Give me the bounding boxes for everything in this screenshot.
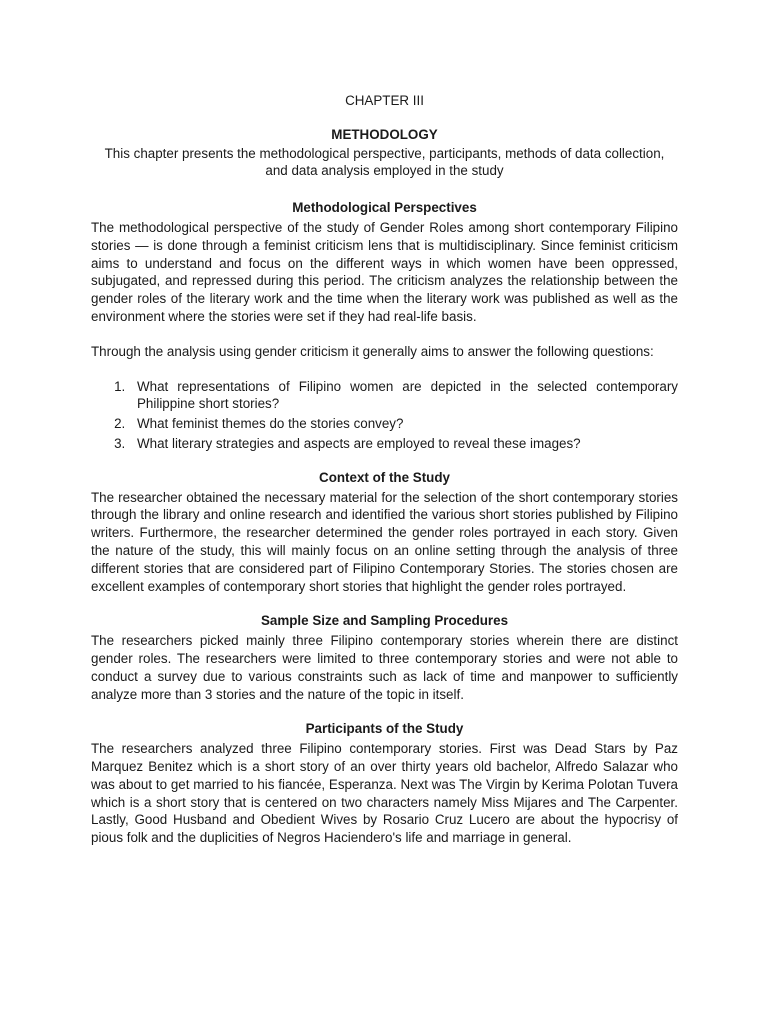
section-heading: Participants of the Study	[305, 721, 464, 737]
section-paragraph: The researcher obtained the necessary material for the selection of the short contemporary stories through the library and online research and identified the various short stories published by Filipino writers. Furthermore, the researcher determined the gender roles portrayed in each story. Given the nature of the study, this will mainly focus on an online setting through the analysis of three different stories that are considered part of Filipino Contemporary Stories. The stories chosen are excellent examples of contemporary short stories that highlight the gender roles portrayed.	[91, 489, 678, 594]
list-item: 1. What representations of Filipino women are depicted in the selected contemporary Philippine short stories?	[129, 378, 678, 414]
page-title: METHODOLOGY	[331, 126, 438, 142]
list-item: 2. What feminist themes do the stories convey?	[129, 415, 678, 433]
section-methodological-perspectives	[91, 199, 678, 326]
section-sample-size	[91, 612, 678, 703]
intro-paragraph: This chapter presents the methodological perspective, participants, methods of data collection, and data analysis employed in the study	[104, 145, 665, 179]
section-heading: Methodological Perspectives	[292, 200, 477, 216]
list-item: 3. What literary strategies and aspects are employed to reveal these images?	[129, 435, 678, 453]
section-paragraph: The researchers analyzed three Filipino contemporary stories. First was Dead Stars by Paz Marquez Benitez which is a short story of an over thirty years old bachelor, Alfredo Salazar who was about to get married to his fiancée, Esperanza. Next was The Virgin by Kerima Polotan Tuvera which is a short story that is centered on two characters namely Miss Mijares and The Carpenter. Lastly, Good Husband and Obedient Wives by Rosario Cruz Lucero are about the hypocrisy of pious folk and the duplicities of Negros Haciendero's life and marriage in general.	[91, 741, 678, 846]
section-heading: Sample Size and Sampling Procedures	[260, 613, 509, 629]
section-context-of-the-study	[91, 469, 678, 596]
questions-lead: Through the analysis using gender criticism it generally aims to answer the following questions:	[91, 343, 654, 359]
section-paragraph: The methodological perspective of the study of Gender Roles among short contemporary Filipino stories — is done through a feminist criticism lens that is multidisciplinary. Since feminist criticism aims to understand and focus on the different ways in which women have been oppressed, subjugated, and repressed during this period. The criticism analyzes the relationship between the gender roles of the literary work and the time when the literary work was published as well as the environment where the stories were set if they had real-life basis.	[91, 219, 678, 324]
questions-list	[91, 378, 678, 453]
chapter-label: CHAPTER III	[345, 93, 424, 108]
section-heading: Context of the Study	[319, 469, 450, 485]
section-participants	[91, 720, 678, 847]
section-paragraph: The researchers picked mainly three Filipino contemporary stories wherein there are distinct gender roles. The researchers were limited to three contemporary stories and were not able to conduct a survey due to various constraints such as lack of time and manpower to sufficiently analyze more than 3 stories and the nature of the topic in itself.	[91, 633, 678, 702]
